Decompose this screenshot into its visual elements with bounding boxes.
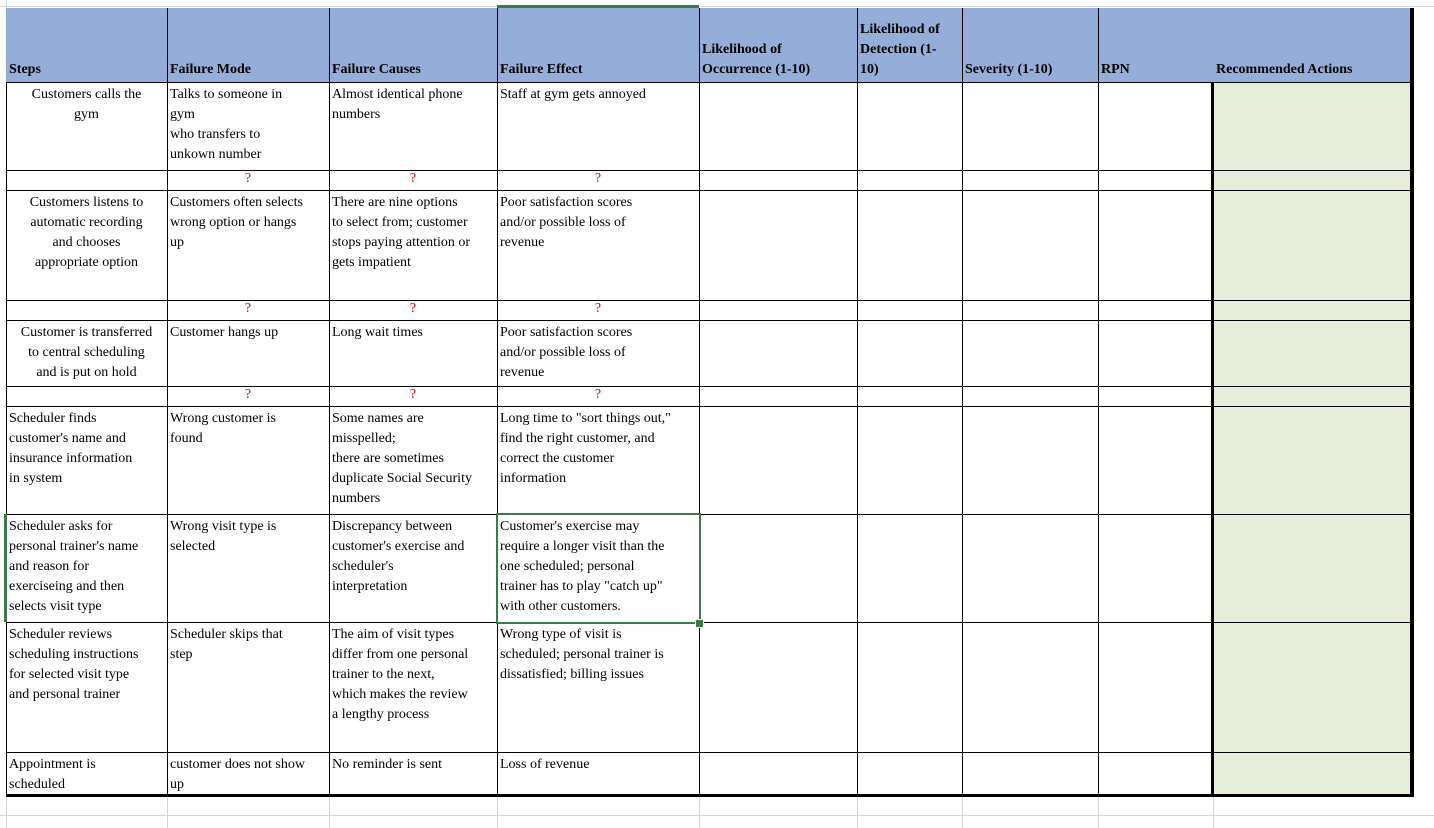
border bbox=[6, 82, 1411, 83]
header-likelihood-occurrence[interactable]: Likelihood of Occurrence (1-10) bbox=[699, 8, 857, 82]
gridline bbox=[0, 6, 1434, 7]
cell-failure-causes[interactable]: Almost identical phone numbers bbox=[332, 87, 463, 122]
border bbox=[6, 82, 7, 795]
header-failure-mode[interactable]: Failure Mode bbox=[167, 8, 329, 82]
gridline bbox=[962, 796, 963, 828]
header-severity[interactable]: Severity (1-10) bbox=[962, 8, 1098, 82]
border bbox=[1211, 82, 1214, 796]
gridline bbox=[857, 796, 858, 828]
gridline bbox=[497, 796, 498, 828]
cell-failure-mode[interactable]: Wrong visit type is selected bbox=[170, 519, 277, 554]
cell-step[interactable]: Scheduler reviews scheduling instructions for selected visit type and personal trainer bbox=[9, 627, 139, 702]
header-likelihood-detection[interactable]: Likelihood of Detection (1- 10) bbox=[857, 8, 962, 82]
border bbox=[6, 190, 1411, 191]
header-steps[interactable]: Steps bbox=[6, 8, 167, 82]
cell-failure-effect[interactable]: Poor satisfaction scores and/or possible loss of revenue bbox=[500, 325, 633, 380]
gridline bbox=[699, 796, 700, 828]
cell-failure-mode[interactable]: Talks to someone in gym who transfers to unkown number bbox=[170, 87, 283, 162]
cell-step[interactable]: Customer is transferred to central scheduling and is put on hold bbox=[20, 325, 153, 380]
cell-failure-causes[interactable]: Discrepancy between customer's exercise and scheduler's interpretation bbox=[332, 519, 465, 594]
border bbox=[6, 406, 1411, 407]
cell-failure-effect[interactable]: Loss of revenue bbox=[500, 757, 590, 772]
header-failure-causes[interactable]: Failure Causes bbox=[329, 8, 497, 82]
cell-step[interactable]: Scheduler asks for personal trainer's name and reason for exerciseing and then selects visit type bbox=[9, 519, 139, 614]
row-highlight bbox=[4, 514, 7, 622]
header-recommended-actions[interactable]: Recommended Actions bbox=[1213, 8, 1411, 82]
placeholder-cell[interactable]: ? bbox=[244, 301, 252, 316]
placeholder-cell[interactable]: ? bbox=[594, 387, 602, 402]
border bbox=[6, 752, 1411, 753]
gridline bbox=[0, 815, 1434, 816]
cell-failure-effect[interactable]: Poor satisfaction scores and/or possible loss of revenue bbox=[500, 195, 633, 250]
border bbox=[857, 8, 858, 795]
cell-failure-causes[interactable]: Some names are misspelled; there are sometimes duplicate Social Security numbers bbox=[332, 411, 472, 506]
border bbox=[962, 8, 963, 795]
gridline bbox=[1098, 796, 1099, 828]
placeholder-cell[interactable]: ? bbox=[409, 387, 417, 402]
border bbox=[6, 794, 1414, 797]
header-failure-effect[interactable]: Failure Effect bbox=[497, 8, 699, 82]
placeholder-cell[interactable]: ? bbox=[594, 301, 602, 316]
gridline bbox=[167, 796, 168, 828]
cell-failure-effect[interactable]: Wrong type of visit is scheduled; personal trainer is dissatisfied; billing issues bbox=[500, 627, 664, 682]
border bbox=[6, 300, 1411, 301]
selection-outline bbox=[496, 513, 701, 624]
border bbox=[497, 8, 498, 795]
border bbox=[1410, 8, 1414, 797]
border bbox=[6, 386, 1411, 387]
cell-failure-effect-selected[interactable]: Customer's exercise may require a longer visit than the one scheduled; personal trainer has to play "catch up" with other customers. bbox=[500, 519, 665, 614]
placeholder-cell[interactable]: ? bbox=[409, 171, 417, 186]
border bbox=[6, 622, 1411, 623]
cell-failure-mode[interactable]: Customer hangs up bbox=[170, 325, 279, 340]
gridline bbox=[329, 796, 330, 828]
fill-handle[interactable] bbox=[695, 619, 704, 628]
cell-failure-causes[interactable]: Long wait times bbox=[332, 325, 423, 340]
cell-failure-causes[interactable]: The aim of visit types differ from one personal trainer to the next, which makes the review a lengthy process bbox=[332, 627, 469, 722]
cell-step[interactable]: Appointment is scheduled bbox=[9, 757, 96, 792]
cell-step[interactable]: Customers calls the gym bbox=[31, 87, 142, 122]
border bbox=[699, 8, 700, 795]
placeholder-cell[interactable]: ? bbox=[594, 171, 602, 186]
cell-step[interactable]: Customers listens to automatic recording and chooses appropriate option bbox=[29, 195, 144, 270]
gridline bbox=[1213, 796, 1214, 828]
border bbox=[167, 8, 168, 795]
cell-failure-causes[interactable]: No reminder is sent bbox=[332, 757, 443, 772]
cell-failure-mode[interactable]: Customers often selects wrong option or hangs up bbox=[170, 195, 303, 250]
border bbox=[329, 8, 330, 795]
border bbox=[6, 170, 1411, 171]
cell-failure-effect[interactable]: Staff at gym gets annoyed bbox=[500, 87, 646, 102]
header-rpn[interactable]: RPN bbox=[1098, 8, 1213, 82]
cell-step[interactable]: Scheduler finds customer's name and insurance information in system bbox=[9, 411, 133, 486]
placeholder-cell[interactable]: ? bbox=[244, 387, 252, 402]
border bbox=[1098, 8, 1099, 795]
placeholder-cell[interactable]: ? bbox=[244, 171, 252, 186]
border bbox=[6, 320, 1411, 321]
cell-failure-causes[interactable]: There are nine options to select from; customer stops paying attention or gets impatient bbox=[332, 195, 471, 270]
cell-failure-mode[interactable]: Wrong customer is found bbox=[170, 411, 276, 446]
cell-failure-effect[interactable]: Long time to "sort things out," find the right customer, and correct the customer information bbox=[500, 411, 671, 486]
cell-failure-mode[interactable]: Scheduler skips that step bbox=[170, 627, 283, 662]
placeholder-cell[interactable]: ? bbox=[409, 301, 417, 316]
border bbox=[6, 514, 1411, 515]
recommended-actions-column[interactable] bbox=[1213, 82, 1411, 795]
cell-failure-mode[interactable]: customer does not show up bbox=[170, 757, 305, 792]
column-highlight bbox=[497, 5, 699, 8]
